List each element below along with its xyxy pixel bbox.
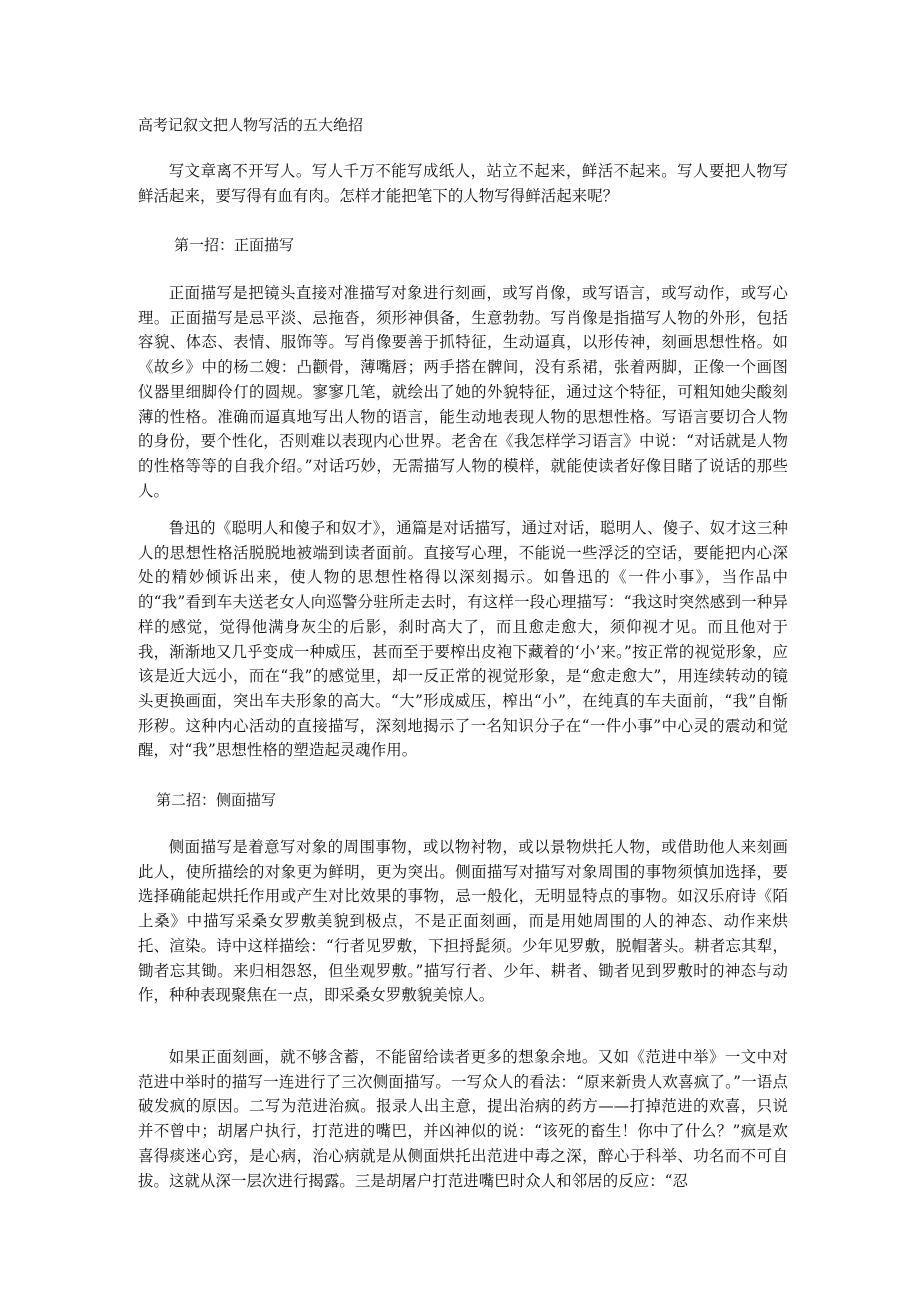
section-heading-1: 第一招：正面描写 xyxy=(174,236,295,254)
body-paragraph: 侧面描写是着意写对象的周围事物，或以物衬物，或以景物烘托人物，或借助他人来刻画此人，使所描绘的对象更为鲜明，更为突出。侧面描写对描写对象周围的事物须慎加选择，要选择确能起烘托作用或产生对比效果的事物，忌一般化，无明显特点的事物。如汉乐府诗《陌上桑》中描写采桑女罗敷美貌到极点，不是正面刻画，而是用她周围的人的神态、动作来烘托、渲染。诗中这样描绘：“行者见罗敷，下担捋髭须。少年见罗敷，脱帽著头。耕者忘其犁，锄者忘其锄。来归相怨怒，但坐观罗敷。”描写行者、少年、耕者、锄者见到罗敷时的神态与动作，种种表现聚焦在一点，即采桑女罗敷貌美惊人。 xyxy=(138,838,788,1005)
body-paragraph: 正面描写是把镜头直接对准描写对象进行刻画，或写肖像，或写语言，或写动作，或写心理。正面描写是忌平淡、忌拖沓，须形神俱备，生意勃勃。写肖像是指描写人物的外形，包括容貌、体态、表情、服饰等。写肖像要善于抓特征，生动逼真，以形传神，刻画思想性格。如《故乡》中的杨二嫂：凸颧骨，薄嘴唇；两手搭在髀间，没有系裙，张着两脚，正像一个画图仪器里细脚伶仃的圆规。寥寥几笔，就绘出了她的外貌特征，通过这个特征，可粗知她尖酸刻薄的性格。准确而逼真地写出人物的语言，能生动地表现人物的思想性格。写语言要切合人物的身份，要个性化，否则难以表现内心世界。老舍在《我怎样学习语言》中说：“对话就是人物的性格等等的自我介绍。”对话巧妙，无需描写人物的模样，就能使读者好像目睹了说话的那些人。 xyxy=(138,284,788,500)
body-paragraph: 鲁迅的《聪明人和傻子和奴才》，通篇是对话描写，通过对话，聪明人、傻子、奴才这三种人的思想性格活脱脱地被端到读者面前。直接写心理，不能说一些浮泛的空话，要能把内心深处的精妙倾诉出来，使人物的思想性格得以深刻揭示。如鲁迅的《一件小事》，当作品中的“我”看到车夫送老女人向巡警分驻所走去时，有这样一段心理描写：“我这时突然感到一种异样的感觉，觉得他满身灰尘的后影，刹时高大了，而且愈走愈大，须仰视才见。而且他对于我，渐渐地又几乎变成一种威压，甚而至于要榨出皮袍下藏着的‘小’来。”按正常的视觉形象，应该是近大远小，而在“我”的感觉里，却一反正常的视觉形象，是“愈走愈大”，用连续转动的镜头更换画面，突出车夫形象的高大。“大”形成威压，榨出“小”，在纯真的车夫面前，“我”自惭形秽。这种内心活动的直接描写，深刻地揭示了一名知识分子在“一件小事”中心灵的震动和觉醒，对“我”思想性格的塑造起灵魂作用。 xyxy=(138,519,788,760)
intro-paragraph: 写文章离不开写人。写人千万不能写成纸人，站立不起来，鲜活不起来。写人要把人物写鲜活起来，要写得有血有肉。怎样才能把笔下的人物写得鲜活起来呢？ xyxy=(138,162,788,205)
body-paragraph: 如果正面刻画，就不够含蓄，不能留给读者更多的想象余地。又如《范进中举》一文中对范进中举时的描写一连进行了三次侧面描写。一写众人的看法：“原来新贵人欢喜疯了。”一语点破发疯的原因。二写为范进治疯。报录人出主意，提出治病的药方——打掉范进的欢喜，只说并不曾中；胡屠户执行，打范进的嘴巴，并凶神似的说：“该死的畜生！你中了什么？”疯是欢喜得痰迷心窍，是心病，治心病就是从侧面烘托出范进中毒之深，醉心于科举、功名而不可自拔。这就从深一层次进行揭露。三是胡屠户打范进嘴巴时众人和邻居的反应：“忍 xyxy=(138,1048,788,1190)
document-title: 高考记叙文把人物写活的五大绝招 xyxy=(138,116,364,134)
section-heading-2: 第二招：侧面描写 xyxy=(156,791,277,809)
